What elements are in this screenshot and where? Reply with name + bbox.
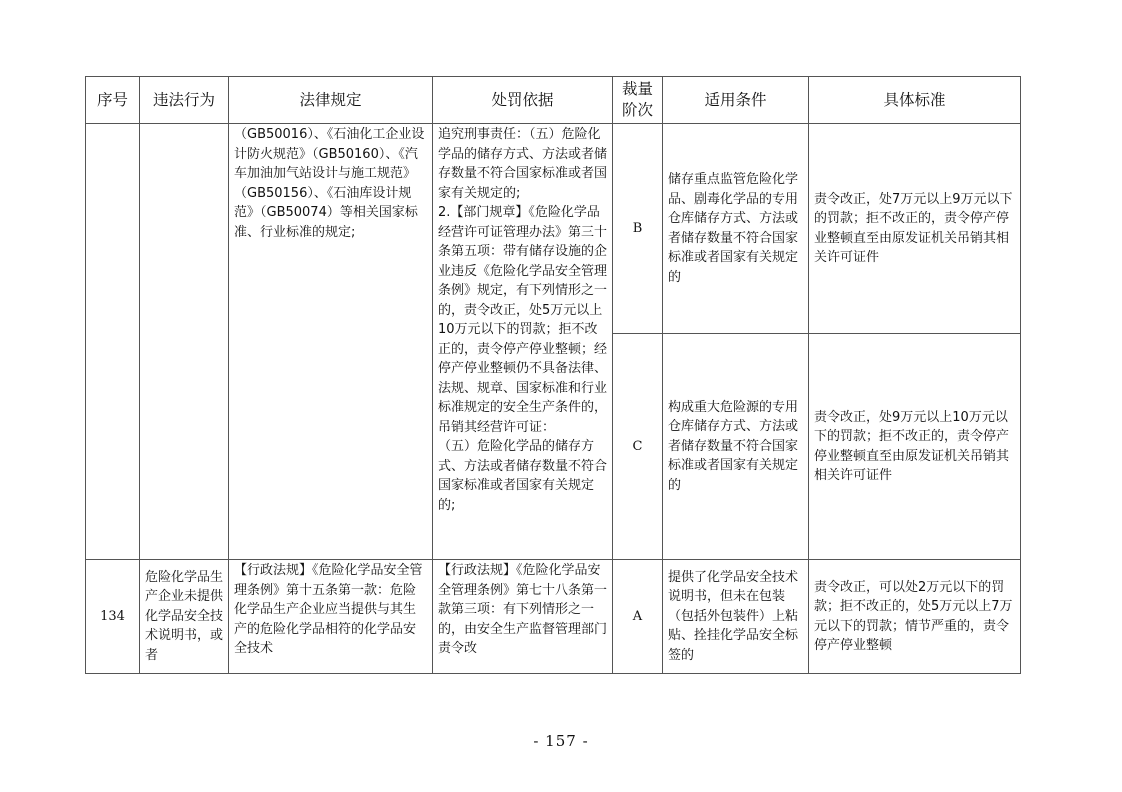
cont-basis-text: 追究刑事责任：（五）危险化学品的储存方式、方法或者储存数量不符合国家标准或者国家有关规定的; 2.【部门规章】《危险化学品经营许可证管理办法》第三十条第五项：带有储存设施的企业违反《危险化学品安全管理条例》规定，有下列情形之一的，责令改正，处5万元以上10万元以下的罚款；拒不改正的，责令停产停业整顿；经停产停业整顿仍不具备法律、法规、规章、国家标准和行业标准规定的安全生产条件的，吊销其经营许可证： （五）危险化学品的储存方式、方法或者储存数量不符合国家标准或者国家有关规定的;: [438, 127, 608, 513]
seq-134-cell: 134: [86, 560, 140, 674]
basis-134-text: 【行政法规】《危险化学品安全管理条例》第七十八条第一款第三项：有下列情形之一的，由安全生产监督管理部门责令改: [438, 563, 608, 656]
header-seq: 序号: [86, 77, 140, 124]
table-row: [86, 124, 1021, 334]
penalty-standard-table: [85, 76, 1021, 674]
condition-b-cell: [663, 124, 809, 334]
condition-a-cell: [663, 560, 809, 674]
cont-behavior-cell: [140, 124, 229, 560]
cont-seq-cell: [86, 124, 140, 560]
page-number: - 157 -: [533, 732, 589, 750]
law-134-text: 【行政法规】《危险化学品安全管理条例》第十五条第一款：危险化学品生产企业应当提供与其生产的危险化学品相符的化学品安全技术: [234, 563, 423, 656]
standard-b-cell: [809, 124, 1021, 334]
header-level: 裁量 阶次: [613, 77, 663, 124]
condition-c-text: 构成重大危险源的专用仓库储存方式、方法或者储存数量不符合国家标准或者国家有关规定的: [668, 399, 799, 493]
cont-law-text: （GB50016）、《石油化工企业设计防火规范》（GB50160）、《汽车加油加气站设计与施工规范》（GB50156）、《石油库设计规范》（GB50074）等相关国家标准、行业标准的规定;: [234, 127, 425, 240]
header-row: [86, 77, 1021, 124]
standard-b-text: 责令改正，处7万元以上9万元以下的罚款；拒不改正的，责令停产停业整顿直至由原发证机关吊销其相关许可证件: [814, 191, 1013, 265]
header-condition: 适用条件: [663, 77, 809, 124]
condition-a-text: 提供了化学品安全技术说明书，但未在包装（包括外包装件）上粘贴、拴挂化学品安全标签的: [668, 569, 799, 663]
table-row: [86, 560, 1021, 674]
condition-c-cell: [663, 334, 809, 560]
header-law: 法律规定: [229, 77, 433, 124]
law-134-cell: [229, 560, 433, 674]
level-c-cell: C: [613, 334, 663, 560]
standard-a-cell: [809, 560, 1021, 674]
condition-b-text: 储存重点监管危险化学品、剧毒化学品的专用仓库储存方式、方法或者储存数量不符合国家标准或者国家有关规定的: [668, 172, 799, 285]
cont-basis-cell: [433, 124, 613, 560]
standard-a-text: 责令改正，可以处2万元以下的罚款；拒不改正的，处5万元以上7万元以下的罚款；情节严重的，责令停产停业整顿: [814, 579, 1013, 653]
behavior-134-cell: [140, 560, 229, 674]
standard-c-text: 责令改正，处9万元以上10万元以下的罚款；拒不改正的，责令停产停业整顿直至由原发证机关吊销其相关许可证件: [814, 409, 1010, 483]
header-standard: 具体标准: [809, 77, 1021, 124]
level-b-cell: B: [613, 124, 663, 334]
basis-134-cell: [433, 560, 613, 674]
cont-law-cell: [229, 124, 433, 560]
standard-c-cell: [809, 334, 1021, 560]
header-basis: 处罚依据: [433, 77, 613, 124]
behavior-134-text: 危险化学品生产企业未提供化学品安全技术说明书，或者: [145, 569, 224, 663]
level-a-cell: A: [613, 560, 663, 674]
header-behavior: 违法行为: [140, 77, 229, 124]
